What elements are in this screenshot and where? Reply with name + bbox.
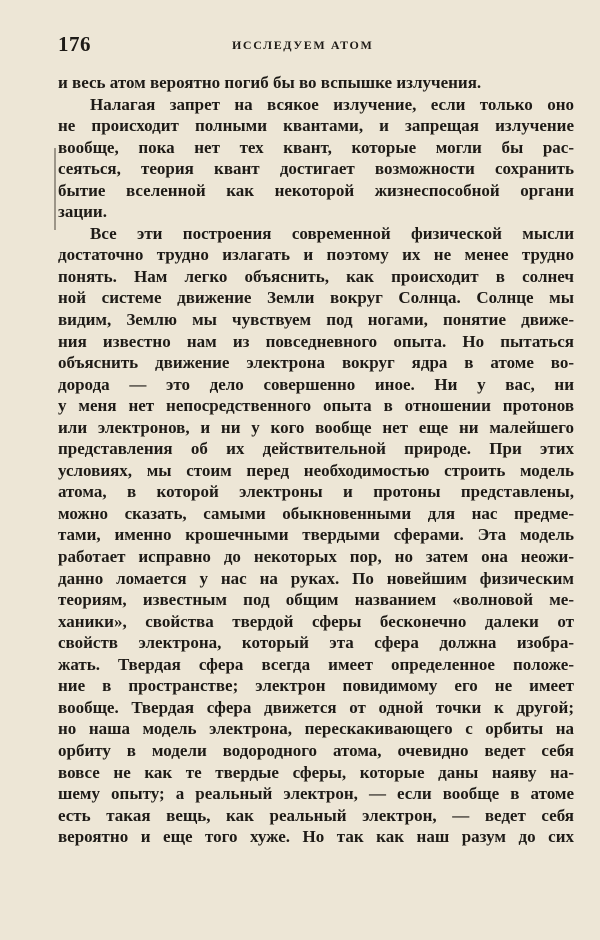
text-line: вероятно и еще того хуже. Но так как наш разум до сих xyxy=(58,827,574,847)
text-line: шему опыту; а реальный электрон, — если вообще в атоме xyxy=(58,784,574,804)
text-line: данно ломается у нас на руках. По новейшим физическим xyxy=(58,568,574,588)
text-line: видим, Землю мы чувствуем под ногами, понятие движе- xyxy=(58,310,574,330)
text-line: ние в пространстве; электрон повидимому его не имеет xyxy=(58,676,574,696)
paragraph xyxy=(58,223,574,848)
text-line: орбиту в модели водородного атома, очевидно ведет себя xyxy=(58,740,574,760)
text-line: бытие вселенной как некоторой жизнеспособной органи xyxy=(58,180,574,200)
text-line: понять. Нам легко объяснить, как происходит в солнеч xyxy=(58,266,574,286)
body-text xyxy=(58,72,574,848)
text-line: свойств электрона, который эта сфера должна изобра- xyxy=(58,633,574,653)
text-line: работает исправно до некоторых пор, но затем она неожи- xyxy=(58,547,574,567)
text-line: и весь атом вероятно погиб бы во вспышке излучения. xyxy=(58,73,482,92)
text-line: объяснить движение электрона вокруг ядра в атоме во- xyxy=(58,353,574,373)
page-header xyxy=(58,30,570,56)
text-line: вообще, пока нет тех квант, которые могли бы рас- xyxy=(58,137,574,157)
paragraph xyxy=(58,72,574,94)
text-line: но наша модель электрона, перескакивающего с орбиты на xyxy=(58,719,574,739)
text-line: тами, именно крошечными твердыми сферами. Эта модель xyxy=(58,525,574,545)
text-line: жать. Твердая сфера всегда имеет определенное положе- xyxy=(58,654,574,674)
margin-mark xyxy=(54,148,56,230)
paragraph xyxy=(58,94,574,223)
text-line: представления об их действительной природе. При этих xyxy=(58,439,574,459)
text-line: достаточно трудно излагать и поэтому их не менее трудно xyxy=(58,245,574,265)
text-line: Все эти построения современной физической мысли xyxy=(90,223,574,243)
text-line: дорода — это дело совершенно иное. Ни у вас, ни xyxy=(58,374,574,394)
page-number: 176 xyxy=(58,32,91,56)
text-line: или электронов, и ни у кого вообще нет еще ни малейшего xyxy=(58,417,574,437)
text-line: ной системе движение Земли вокруг Солнца. Солнце мы xyxy=(58,288,574,308)
text-line: есть такая вещь, как реальный электрон, — ведет себя xyxy=(58,805,574,825)
text-line: теориям, известным под общим названием «волновой ме- xyxy=(58,590,574,610)
text-line: атома, в которой электроны и протоны представлены, xyxy=(58,482,574,502)
text-line: вовсе не как те твердые сферы, которые даны наяву на- xyxy=(58,762,574,782)
text-line: не происходит полными квантами, и запрещая излучение xyxy=(58,116,574,136)
text-line: условиях, мы стоим перед необходимостью строить модель xyxy=(58,460,574,480)
running-head: ИССЛЕДУЕМ АТОМ xyxy=(232,38,374,52)
text-line: можно сказать, самыми обыкновенными для нас предме- xyxy=(58,503,574,523)
text-line: ния известно нам из повседневного опыта. Но пытаться xyxy=(58,331,574,351)
text-line: Налагая запрет на всякое излучение, если только оно xyxy=(90,94,574,114)
text-line: вообще. Твердая сфера движется от одной точки к другой; xyxy=(58,697,574,717)
text-line: сеяться, теория квант достигает возможности сохранить xyxy=(58,159,574,179)
text-line: ханики», свойства твердой сферы бесконечно далеки от xyxy=(58,611,574,631)
text-line: зации. xyxy=(58,202,107,222)
text-line: у меня нет непосредственного опыта в отношении протонов xyxy=(58,396,574,416)
